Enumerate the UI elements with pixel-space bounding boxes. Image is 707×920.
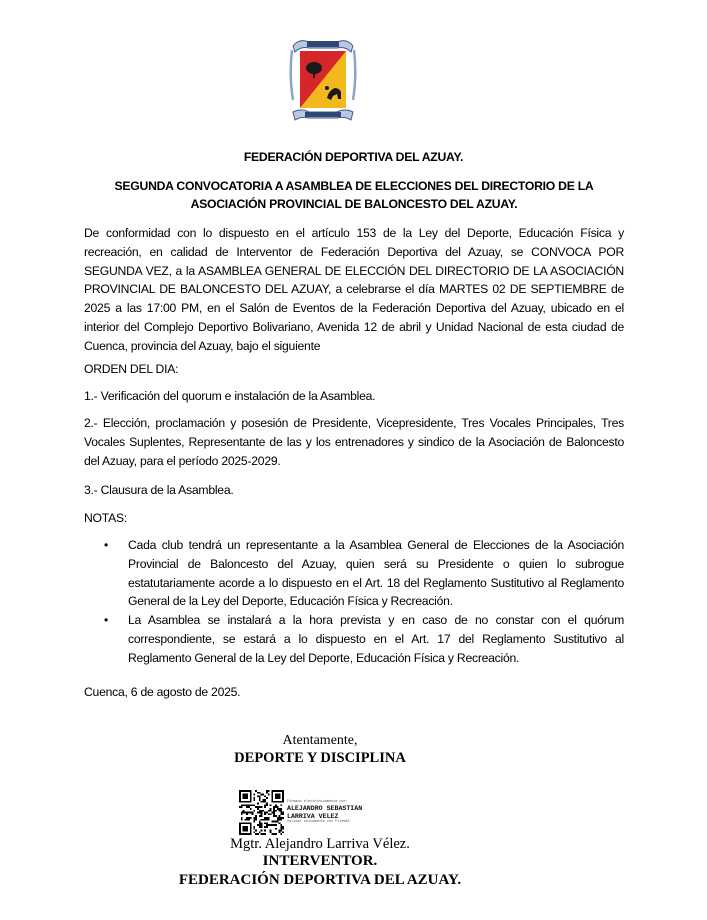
qr-module <box>248 817 250 819</box>
qr-module <box>253 821 255 823</box>
qr-module <box>279 830 281 832</box>
qr-module <box>264 804 266 806</box>
qr-module <box>250 808 252 810</box>
qr-module <box>270 810 272 812</box>
qr-module <box>273 815 275 817</box>
qr-module <box>244 812 246 814</box>
qr-module <box>280 810 282 812</box>
qr-module <box>280 826 282 828</box>
qr-module <box>266 817 268 819</box>
qr-module <box>241 812 243 814</box>
qr-module <box>243 812 245 814</box>
qr-module <box>270 813 272 815</box>
qr-module <box>253 799 255 801</box>
orden-del-dia-label: ORDEN DEL DIA: <box>84 362 179 376</box>
qr-module <box>253 794 255 796</box>
qr-module <box>257 808 259 810</box>
qr-module <box>279 831 281 833</box>
qr-module <box>246 817 248 819</box>
qr-module <box>255 806 257 808</box>
signature-caption-bottom: Validar únicamente con FirmaEC <box>287 820 351 824</box>
qr-module <box>270 804 272 806</box>
qr-module <box>266 819 268 821</box>
qr-module <box>248 812 250 814</box>
qr-module <box>264 801 266 803</box>
qr-module <box>282 813 284 815</box>
qr-module <box>282 817 284 819</box>
qr-module <box>257 824 259 826</box>
qr-module <box>261 801 263 803</box>
qr-module <box>243 804 245 806</box>
qr-module <box>282 831 284 833</box>
qr-module <box>261 822 263 824</box>
qr-module <box>282 826 284 828</box>
qr-module <box>264 830 266 832</box>
qr-module <box>266 803 268 805</box>
qr-module <box>270 808 272 810</box>
qr-module <box>248 806 250 808</box>
qr-module <box>261 812 263 814</box>
qr-module <box>275 810 277 812</box>
qr-module <box>261 810 263 812</box>
qr-module <box>257 792 259 794</box>
qr-module <box>280 830 282 832</box>
qr-module <box>273 808 275 810</box>
qr-module <box>257 806 259 808</box>
qr-module <box>261 806 263 808</box>
qr-module <box>273 810 275 812</box>
qr-module <box>255 819 257 821</box>
qr-module <box>244 804 246 806</box>
qr-module <box>280 828 282 830</box>
federacion-crest-logo <box>289 36 357 122</box>
qr-module <box>257 812 259 814</box>
qr-module <box>262 810 264 812</box>
qr-module <box>253 804 255 806</box>
qr-module <box>262 799 264 801</box>
bullet-icon: • <box>104 613 109 628</box>
qr-module <box>266 792 268 794</box>
qr-module <box>275 794 280 799</box>
qr-module <box>261 824 263 826</box>
qr-module <box>273 812 275 814</box>
qr-module <box>275 806 277 808</box>
qr-module <box>280 824 282 826</box>
qr-module <box>264 813 266 815</box>
qr-module <box>275 824 277 826</box>
qr-module <box>259 810 261 812</box>
qr-module <box>261 826 263 828</box>
qr-module <box>259 799 261 801</box>
qr-module <box>259 797 261 799</box>
qr-module <box>264 817 266 819</box>
date-line: Cuenca, 6 de agosto de 2025. <box>84 685 241 699</box>
qr-module <box>277 808 279 810</box>
document-title: FEDERACIÓN DEPORTIVA DEL AZUAY. <box>243 150 464 164</box>
qr-module <box>279 815 281 817</box>
qr-module <box>280 808 282 810</box>
qr-module <box>280 812 282 814</box>
qr-module <box>268 813 270 815</box>
qr-module <box>259 795 261 797</box>
qr-module <box>273 813 275 815</box>
signer-role: INTERVENTOR. <box>262 853 378 869</box>
qr-module <box>253 831 255 833</box>
qr-module <box>259 831 261 833</box>
qr-module <box>277 821 279 823</box>
qr-module <box>268 817 270 819</box>
qr-module <box>275 815 277 817</box>
qr-module <box>268 810 270 812</box>
qr-module <box>266 812 268 814</box>
qr-module <box>264 799 266 801</box>
qr-module <box>279 808 281 810</box>
qr-module <box>279 810 281 812</box>
qr-module <box>264 795 266 797</box>
qr-module <box>266 804 268 806</box>
qr-module <box>268 819 270 821</box>
qr-module <box>262 833 264 835</box>
nota-item <box>84 536 624 611</box>
qr-module <box>252 813 254 815</box>
document-subtitle: SEGUNDA CONVOCATORIA A ASAMBLEA DE ELECCIONES DEL DIRECTORIO DE LA ASOCIACIÓN PROVINCIAL DE BALONCESTO DEL AZUAY. <box>114 179 594 211</box>
qr-module <box>253 817 255 819</box>
qr-module <box>253 819 255 821</box>
bullet-icon: • <box>104 538 109 552</box>
intro-paragraph: De conformidad con lo dispuesto en el artículo 153 de la Ley del Deporte, Educación Física y recreación, en calidad de Interventor de Federación Deportiva del Azuay, se CONVOCA POR SEGUNDA VEZ, a la ASAMBLEA GENERAL DE ELECCIÓN DEL DIRECTORIO DE LA ASOCIACIÓN PROVINCIAL DE BALONCESTO DEL AZUAY, a celebrarse el día MARTES 02 DE SEPTIEMBRE de 2025 a las 17:00 PM, en el Salón de Eventos de la Federación Deportiva del Azuay, ubicado en el interior del Complejo Deportivo Bolivariano, Avenida 12 de abril y Unidad Nacional de esta ciudad de Cuenca, provincia del Azuay, bajo el siguiente <box>84 226 624 353</box>
qr-module <box>259 826 261 828</box>
qr-module <box>277 817 279 819</box>
qr-module <box>248 819 250 821</box>
qr-module <box>244 819 246 821</box>
qr-module <box>280 833 282 835</box>
qr-module <box>243 794 248 799</box>
qr-module <box>275 804 277 806</box>
qr-module <box>264 806 266 808</box>
qr-module <box>271 812 273 814</box>
qr-module <box>280 804 282 806</box>
qr-module <box>246 812 248 814</box>
qr-module <box>255 830 257 832</box>
qr-module <box>262 801 264 803</box>
closing-text: Atentamente, <box>282 733 358 748</box>
qr-module <box>241 813 243 815</box>
qr-module <box>280 813 282 815</box>
qr-module <box>271 821 273 823</box>
qr-module <box>277 819 279 821</box>
qr-module <box>261 833 263 835</box>
qr-module <box>250 812 252 814</box>
qr-module <box>248 804 250 806</box>
qr-module <box>243 826 248 831</box>
qr-module <box>270 824 272 826</box>
qr-module <box>268 794 270 796</box>
signer-name-line2: LARRIVA VELEZ <box>287 812 339 820</box>
qr-code-icon <box>239 790 284 835</box>
qr-module <box>279 817 281 819</box>
qr-module <box>252 812 254 814</box>
qr-module <box>275 833 277 835</box>
qr-module <box>273 833 275 835</box>
qr-module <box>253 810 255 812</box>
qr-module <box>255 790 257 792</box>
notas-list <box>84 536 624 668</box>
qr-module <box>266 826 268 828</box>
qr-module <box>241 817 243 819</box>
qr-module <box>259 792 261 794</box>
qr-module <box>264 819 266 821</box>
qr-module <box>282 828 284 830</box>
qr-module <box>266 824 268 826</box>
qr-module <box>246 819 248 821</box>
qr-module <box>255 833 257 835</box>
qr-module <box>279 819 281 821</box>
qr-module <box>261 794 263 796</box>
nota-text: La Asamblea se instalará a la hora prevista y en caso de no constar con el quórum correspondiente, se estará a lo dispuesto en el Art. 17 del Reglamento Sustitutivo al Reglamento General de la Ley del Deporte, Educación Física y Recreación. <box>128 613 624 665</box>
qr-module <box>270 830 272 832</box>
qr-module <box>266 822 268 824</box>
signer-name: Mgtr. Alejandro Larriva Vélez. <box>230 836 410 852</box>
orden-item: 1.- Verificación del quorum e instalación de la Asamblea. <box>84 389 376 403</box>
motto-text: DEPORTE Y DISCIPLINA <box>234 750 406 766</box>
qr-module <box>268 790 270 792</box>
qr-module <box>264 833 266 835</box>
signer-organization: FEDERACIÓN DEPORTIVA DEL AZUAY. <box>178 872 462 888</box>
signature-caption-top: Firmado electrónicamente por: <box>287 800 348 804</box>
qr-module <box>273 821 275 823</box>
signer-name-line1: ALEJANDRO SEBASTIAN <box>287 805 363 812</box>
qr-module <box>282 812 284 814</box>
qr-module <box>255 815 257 817</box>
qr-module <box>277 806 279 808</box>
qr-module <box>268 824 270 826</box>
qr-module <box>266 790 268 792</box>
qr-module <box>262 794 264 796</box>
qr-module <box>259 821 261 823</box>
qr-module <box>246 813 248 815</box>
qr-module <box>280 819 282 821</box>
qr-module <box>255 817 257 819</box>
qr-module <box>241 819 243 821</box>
qr-module <box>259 812 261 814</box>
qr-module <box>259 824 261 826</box>
qr-module <box>246 804 248 806</box>
qr-module <box>252 804 254 806</box>
orden-item: 2.- Elección, proclamación y posesión de Presidente, Vicepresidente, Tres Vocales Principales, Tres Vocales Suplentes, Representante de las y los entrenadores y sindico de la Asociación de Baloncesto del Azuay, para el período 2025-2029. <box>84 416 624 468</box>
nota-text: Cada club tendrá un representante a la Asamblea General de Elecciones de la Asociación Provincial de Baloncesto del Azuay, quien será su Presidente o quien lo subrogue estatutariamente acorde a lo dispuesto en el Art. 18 del Reglamento Sustitutivo al Reglamento General de la Ley del Deporte, Educación Física y Recreación. <box>128 538 624 609</box>
qr-module <box>262 819 264 821</box>
qr-module <box>259 806 261 808</box>
qr-module <box>275 821 277 823</box>
qr-module <box>257 795 259 797</box>
qr-module <box>257 803 259 805</box>
crest-icon <box>289 36 357 122</box>
qr-module <box>261 813 263 815</box>
qr-module <box>270 831 272 833</box>
qr-module <box>241 804 243 806</box>
qr-module <box>280 817 282 819</box>
qr-module <box>273 806 275 808</box>
qr-module <box>261 815 263 817</box>
qr-module <box>253 828 255 830</box>
qr-module <box>261 819 263 821</box>
qr-module <box>264 826 266 828</box>
qr-module <box>250 804 252 806</box>
qr-module <box>241 806 243 808</box>
qr-module <box>257 833 259 835</box>
qr-module <box>273 824 275 826</box>
qr-module <box>259 822 261 824</box>
qr-module <box>253 797 255 799</box>
orden-item: 3.- Clausura de la Asamblea. <box>84 483 234 497</box>
qr-module <box>259 815 261 817</box>
qr-module <box>239 806 241 808</box>
qr-module <box>279 822 281 824</box>
qr-module <box>250 817 252 819</box>
qr-module <box>266 797 268 799</box>
qr-module <box>275 828 277 830</box>
qr-module <box>271 824 273 826</box>
digital-signature-stamp <box>287 800 362 825</box>
notas-label: NOTAS: <box>84 511 127 525</box>
qr-module <box>243 810 245 812</box>
qr-module <box>264 822 266 824</box>
qr-module <box>253 826 255 828</box>
qr-module <box>246 806 248 808</box>
nota-item <box>84 611 624 667</box>
qr-module <box>261 830 263 832</box>
qr-module <box>264 812 266 814</box>
qr-module <box>271 833 273 835</box>
